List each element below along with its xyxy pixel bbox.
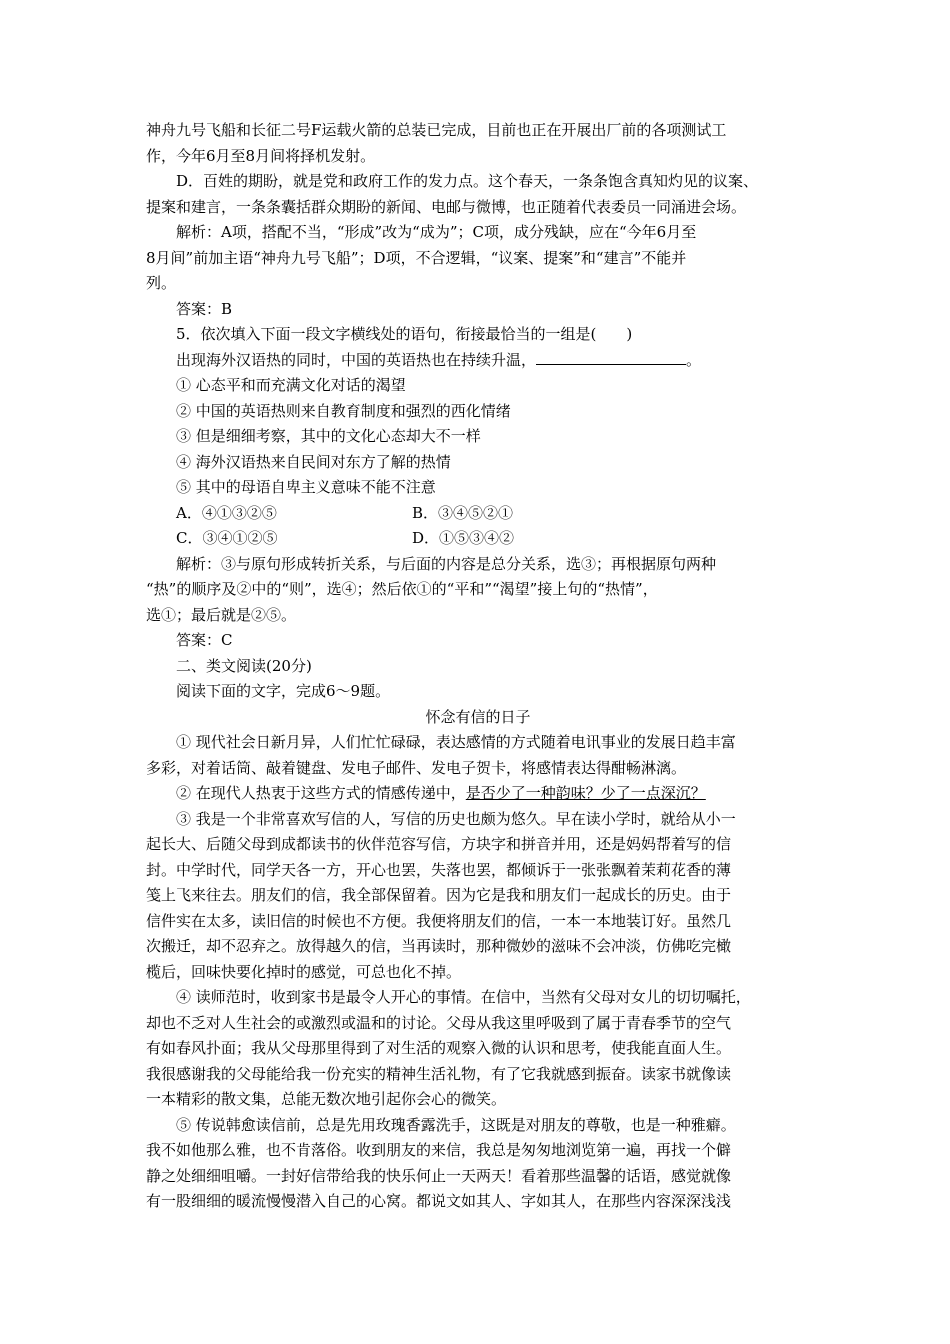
analysis-line: 列。 <box>146 274 177 292</box>
paragraph-line: 我不如他那么雅，也不肯落俗。收到朋友的来信，我总是匆匆地浏览第一遍，再找一个僻 <box>146 1141 732 1159</box>
paragraph-line: 笺上飞来往去。朋友们的信，我全部保留着。因为它是我和朋友们一起成长的历史。由于 <box>146 886 732 904</box>
answer-line: 答案：B <box>176 299 233 318</box>
text-line: 提案和建言，一条条囊括群众期盼的新闻、电邮与微博，也正随着代表委员一同涌进会场。 <box>146 197 747 216</box>
option-a: A．④①③②⑤ <box>176 503 277 522</box>
underlined-sentence: 是否少了一种韵味？少了一点深沉？ <box>465 784 706 802</box>
paragraph-line: ⑤ 传说韩愈读信前，总是先用玫瑰香露洗手，这既是对朋友的尊敬，也是一种雅癖。 <box>176 1115 736 1134</box>
paragraph-line: 起长大、后随父母到成都读书的伙伴范容写信，方块字和拼音并用，还是妈妈帮着写的信 <box>146 835 732 853</box>
lead-end: 。 <box>686 350 702 369</box>
analysis-line: “热”的顺序及②中的“则”，选④；然后依①的“平和”“渴望”接上句的“热情”， <box>146 580 658 598</box>
paragraph-line: 多彩，对着话筒、敲着键盘、发电子邮件、发电子贺卡，将感情表达得酣畅淋漓。 <box>146 758 687 777</box>
options-row-cd <box>146 526 810 552</box>
sentence-item: ⑤ 其中的母语自卑主义意味不能不注意 <box>176 478 436 496</box>
answer-line: 答案：C <box>176 631 233 649</box>
paragraph-line: 榄后，回味快要化掉时的感觉，可总也化不掉。 <box>146 962 462 981</box>
paragraph-line: ① 现代社会日新月异，人们忙忙碌碌，表达感情的方式随着电讯事业的发展日趋丰富 <box>176 733 736 751</box>
paragraph-line: 有如春风扑面；我从父母那里得到了对生活的观察入微的认识和思考，使我能直面人生。 <box>146 1039 732 1057</box>
sentence-item: ④ 海外汉语热来自民间对东方了解的热情 <box>176 452 451 471</box>
paragraph-line: 信件实在太多，读旧信的时候也不方便。我便将朋友们的信，一本一本地装订好。虽然几 <box>146 911 732 930</box>
article-title: 怀念有信的日子 <box>425 707 531 726</box>
document-page <box>146 118 810 1215</box>
paragraph-line <box>146 781 810 807</box>
text-line: 作，今年6月至8月间将择机发射。 <box>146 146 376 165</box>
analysis-line: 解析：③与原句形成转折关系，与后面的内容是总分关系，选③；再根据原句两种 <box>176 554 717 573</box>
lead-text: 出现海外汉语热的同时，中国的英语热也在持续升温， <box>176 350 537 369</box>
paragraph-line: 封。中学时代，同学天各一方，开心也罢，失落也罢，都倾诉于一张张飘着茉莉花香的薄 <box>146 860 732 879</box>
paragraph-line: 我很感谢我的父母能给我一份充实的精神生活礼物，有了它我就感到振奋。读家书就像读 <box>146 1064 732 1083</box>
sentence-item: ① 心态平和而充满文化对话的渴望 <box>176 376 406 394</box>
option-d: D．①⑤③④② <box>412 529 515 547</box>
sentence-item: ③ 但是细细考察，其中的文化心态却大不一样 <box>176 427 481 445</box>
analysis-line: 解析：A项，搭配不当，“形成”改为“成为”；C项，成分残缺，应在“今年6月至 <box>176 223 697 241</box>
paragraph-line: 有一股细细的暖流慢慢潜入自己的心窝。都说文如其人、字如其人，在那些内容深深浅浅 <box>146 1192 732 1210</box>
options-row-ab <box>146 501 810 527</box>
paragraph-line: ④ 读师范时，收到家书是最令人开心的事情。在信中，当然有父母对女儿的切切嘱托， <box>176 988 751 1006</box>
option-c: C．③④①②⑤ <box>176 529 278 547</box>
paragraph-line: 静之处细细咀嚼。一封好信带给我的快乐何止一天两天！看着那些温馨的话语，感觉就像 <box>146 1166 732 1185</box>
question-5-stem: 5．依次填入下面一段文字横线处的语句，衔接最恰当的一组是( ) <box>176 325 633 343</box>
section-heading: 二、类文阅读(20分) <box>176 656 312 675</box>
analysis-line: 8月间”前加主语“神舟九号飞船”；D项，不合逻辑，“议案、提案”和“建言”不能并 <box>146 248 687 267</box>
paragraph-line: 次搬迁，却不忍弃之。放得越久的信，当再读时，那种微妙的滋味不会冲淡，仿佛吃完橄 <box>146 937 732 955</box>
option-d-line: D．百姓的期盼，就是党和政府工作的发力点。这个春天，一条条饱含真知灼见的议案、 <box>176 172 759 190</box>
text-line: 神舟九号飞船和长征二号F运载火箭的总装已完成，目前也正在开展出厂前的各项测试工 <box>146 121 727 139</box>
paragraph-text: ② 在现代人热衷于这些方式的情感传递中， <box>176 784 466 802</box>
section-instruction: 阅读下面的文字，完成6～9题。 <box>176 682 391 700</box>
fill-blank <box>536 348 686 365</box>
paragraph-line: 却也不乏对人生社会的或激烈或温和的讨论。父母从我这里呼吸到了属于青春季节的空气 <box>146 1013 732 1032</box>
option-b: B．③④⑤②① <box>412 503 514 522</box>
analysis-line: 选①；最后就是②⑤。 <box>146 605 297 624</box>
sentence-item: ② 中国的英语热则来自教育制度和强烈的西化情绪 <box>176 401 511 420</box>
paragraph-line: ③ 我是一个非常喜欢写信的人，写信的历史也颇为悠久。早在读小学时，就给从小一 <box>176 809 736 828</box>
paragraph-line: 一本精彩的散文集，总能无数次地引起你会心的微笑。 <box>146 1090 507 1108</box>
question-5-lead <box>146 348 810 374</box>
